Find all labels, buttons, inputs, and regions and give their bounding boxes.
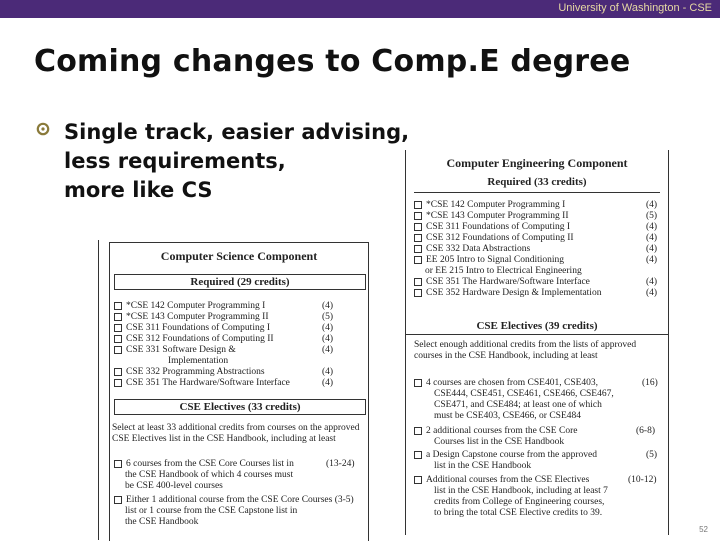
checkbox-icon xyxy=(114,460,122,468)
ce-course-row: CSE 351 The Hardware/Software Interface xyxy=(414,277,590,287)
ce-elective-credits: (10-12) xyxy=(628,475,657,485)
cs-course-row: CSE 311 Foundations of Computing I xyxy=(114,323,270,333)
cs-course-row: CSE 312 Foundations of Computing II xyxy=(114,334,274,344)
cs-electives-box xyxy=(114,399,366,415)
ce-course-row-cont: or EE 215 Intro to Electrical Engineering xyxy=(425,266,582,276)
cs-elective-line: the CSE Handbook xyxy=(125,517,199,527)
cs-electives-note: Select at least 33 additional credits from courses on the approved xyxy=(112,423,360,433)
ce-elective-line: must be CSE403, CSE466, or CSE484 xyxy=(434,411,581,421)
checkbox-icon xyxy=(414,451,422,459)
cs-course-credits: (4) xyxy=(322,378,334,388)
bullet-line: Single track, easier advising, xyxy=(64,120,410,144)
checkbox-icon xyxy=(114,346,122,354)
checkbox-icon xyxy=(414,256,422,264)
slide-title: Coming changes to Comp.E degree xyxy=(34,44,631,79)
cs-course-credits: (4) xyxy=(322,345,334,355)
cs-course-credits: (4) xyxy=(322,301,334,311)
checkbox-icon xyxy=(114,496,122,504)
bullet-text xyxy=(64,118,410,205)
ce-title: Computer Engineering Component xyxy=(446,156,628,170)
ce-course-credits: (4) xyxy=(646,255,658,265)
cs-elective-credits: (13-24) xyxy=(326,459,355,469)
checkbox-icon xyxy=(114,302,122,310)
checkbox-icon xyxy=(414,476,422,484)
ce-electives-note: Select enough additional credits from the lists of approved xyxy=(414,340,637,350)
ce-elective-credits: (16) xyxy=(642,378,658,388)
ce-course-credits: (5) xyxy=(646,211,658,221)
bullet-icon xyxy=(36,122,50,136)
checkbox-icon xyxy=(414,427,422,435)
ce-divider xyxy=(414,192,660,193)
cs-course-row: CSE 332 Programming Abstractions xyxy=(114,367,265,377)
cs-elective-line: be CSE 400-level courses xyxy=(125,481,223,491)
checkbox-icon xyxy=(414,223,422,231)
ce-elective-line: CSE444, CSE451, CSE461, CSE466, CSE467, xyxy=(434,389,614,399)
cs-electives-label: CSE Electives (33 credits) xyxy=(179,401,301,413)
ce-course-row: *CSE 143 Computer Programming II xyxy=(414,211,569,221)
ce-elective-credits: (6-8) xyxy=(636,426,655,436)
cs-frame xyxy=(109,242,369,541)
checkbox-icon xyxy=(414,234,422,242)
bullet-line: less requirements, xyxy=(64,149,286,173)
checkbox-icon xyxy=(414,212,422,220)
cs-required-label: Required (29 credits) xyxy=(190,276,290,288)
cs-course-credits: (5) xyxy=(322,312,334,322)
cs-electives-note: CSE Electives list in the CSE Handbook, including at least xyxy=(112,434,336,444)
cs-course-credits: (4) xyxy=(322,367,334,377)
cs-course-row: *CSE 143 Computer Programming II xyxy=(114,312,269,322)
cs-required-box xyxy=(114,274,366,290)
checkbox-icon xyxy=(414,278,422,286)
bullet-line: more like CS xyxy=(64,178,213,202)
ce-course-row: EE 205 Intro to Signal Conditioning xyxy=(414,255,564,265)
ce-course-credits: (4) xyxy=(646,200,658,210)
ce-elective-line: list in the CSE Handbook xyxy=(434,461,532,471)
cs-course-row: CSE 351 The Hardware/Software Interface xyxy=(114,378,290,388)
ce-elective-item: 2 additional courses from the CSE Core xyxy=(414,426,577,436)
header-bar xyxy=(0,0,720,18)
ce-course-row: *CSE 142 Computer Programming I xyxy=(414,200,565,210)
ce-electives-label: CSE Electives (39 credits) xyxy=(476,320,598,332)
cs-title: Computer Science Component xyxy=(160,249,318,263)
ce-elective-line: CSE471, and CSE484; at least one of which xyxy=(434,400,602,410)
ce-course-row: CSE 312 Foundations of Computing II xyxy=(414,233,574,243)
checkbox-icon xyxy=(414,201,422,209)
checkbox-icon xyxy=(414,379,422,387)
cs-elective-line: list or 1 course from the CSE Capstone list in xyxy=(125,506,298,516)
checkbox-icon xyxy=(114,335,122,343)
cs-course-row: *CSE 142 Computer Programming I xyxy=(114,301,265,311)
cs-elective-line: the CSE Handbook of which 4 courses must xyxy=(125,470,294,480)
ce-course-credits: (4) xyxy=(646,233,658,243)
page-number: 52 xyxy=(699,525,708,534)
cs-component-table xyxy=(98,240,369,540)
checkbox-icon xyxy=(114,324,122,332)
ce-elective-item: 4 courses are chosen from CSE401, CSE403, xyxy=(414,378,598,388)
ce-component-table xyxy=(405,150,669,535)
ce-course-credits: (4) xyxy=(646,288,658,298)
ce-electives-note: courses in the CSE Handbook, including at least xyxy=(414,351,598,361)
checkbox-icon xyxy=(114,379,122,387)
ce-course-credits: (4) xyxy=(646,244,658,254)
checkbox-icon xyxy=(414,245,422,253)
ce-elective-line: Courses list in the CSE Handbook xyxy=(434,437,565,447)
ce-course-row: CSE 311 Foundations of Computing I xyxy=(414,222,570,232)
ce-elective-line: credits from College of Engineering courses, xyxy=(434,497,605,507)
cs-course-row-cont: Implementation xyxy=(168,356,229,366)
ce-divider xyxy=(406,334,668,335)
institution-label: University of Washington - CSE xyxy=(558,2,712,14)
cs-course-credits: (4) xyxy=(322,323,334,333)
checkbox-icon xyxy=(114,313,122,321)
ce-elective-item: a Design Capstone course from the approved xyxy=(414,450,597,460)
ce-elective-credits: (5) xyxy=(646,450,658,460)
ce-elective-line: to bring the total CSE Elective credits to 39. xyxy=(434,508,603,518)
checkbox-icon xyxy=(114,368,122,376)
ce-course-credits: (4) xyxy=(646,277,658,287)
ce-elective-item: Additional courses from the CSE Electives xyxy=(414,475,589,485)
cs-course-credits: (4) xyxy=(322,334,334,344)
cs-course-row: CSE 331 Software Design & xyxy=(114,345,236,355)
cs-elective-item: 6 courses from the CSE Core Courses list in xyxy=(114,459,294,469)
ce-elective-line: list in the CSE Handbook, including at least 7 xyxy=(434,486,608,496)
ce-required-label: Required (33 credits) xyxy=(487,176,587,188)
checkbox-icon xyxy=(414,289,422,297)
cs-elective-item: Either 1 additional course from the CSE Core Courses (3-5) xyxy=(114,495,354,505)
ce-course-credits: (4) xyxy=(646,222,658,232)
ce-course-row: CSE 352 Hardware Design & Implementation xyxy=(414,288,601,298)
ce-course-row: CSE 332 Data Abstractions xyxy=(414,244,530,254)
